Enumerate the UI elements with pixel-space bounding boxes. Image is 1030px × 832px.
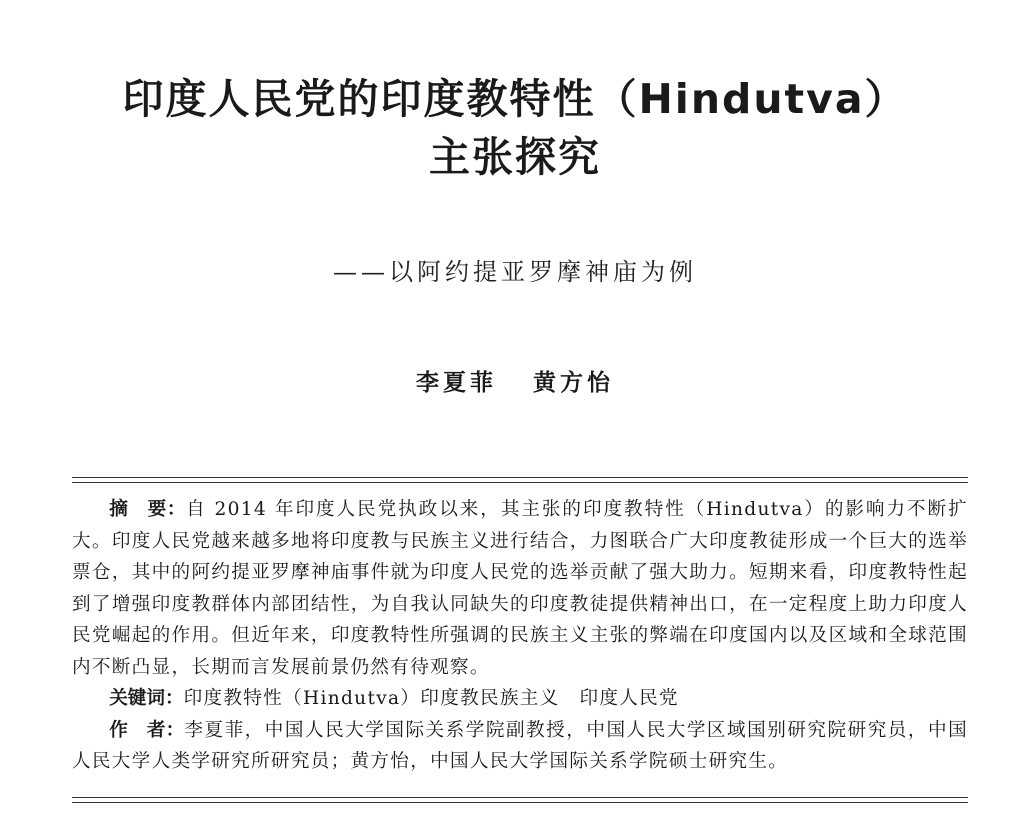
abstract-top-rule <box>72 477 968 483</box>
keywords-text: 印度教特性（Hindutva）印度教民族主义 印度人民党 <box>183 688 679 709</box>
article-title-line-2: 主张探究 <box>429 133 601 181</box>
abstract-label: 摘 要： <box>109 499 187 520</box>
abstract-paragraph <box>72 494 968 683</box>
abstract-block <box>72 494 968 778</box>
author-list <box>0 364 1030 397</box>
abstract-text: 自 2014 年印度人民党执政以来，其主张的印度教特性（Hindutva）的影响力不断扩大。印度人民党越来越多地将印度教与民族主义进行结合，力图联合广大印度教徒形成一个巨大的选举票仓，其中的阿约提亚罗摩神庙事件就为印度人民党的选举贡献了强大助力。短期来看，印度教特性起到了增强印度教群体内部团结性，为自我认同缺失的印度教徒提供精神出口，在一定程度上助力印度人民党崛起的作用。但近年来，印度教特性所强调的民族主义主张的弊端在印度国内以及区域和全球范围内不断凸显，长期而言发展前景仍然有待观察。 <box>72 499 968 678</box>
author-name-2: 黄方怡 <box>533 369 614 396</box>
article-subtitle: ——以阿约提亚罗摩神庙为例 <box>333 258 697 286</box>
abstract-bottom-rule <box>72 797 968 803</box>
keywords-paragraph <box>72 683 968 715</box>
author-info-label: 作 者： <box>109 719 185 741</box>
author-info-paragraph <box>72 715 968 778</box>
author-info-text: 李夏菲，中国人民大学国际关系学院副教授，中国人民大学区域国别研究院研究员，中国人民大学人类学研究所研究员；黄方怡，中国人民大学国际关系学院硕士研究生。 <box>72 719 968 772</box>
keywords-label: 关键词： <box>109 688 184 709</box>
author-name-1: 李夏菲 <box>416 369 497 396</box>
article-title-line-1: 印度人民党的印度教特性（Hindutva） <box>122 75 908 123</box>
